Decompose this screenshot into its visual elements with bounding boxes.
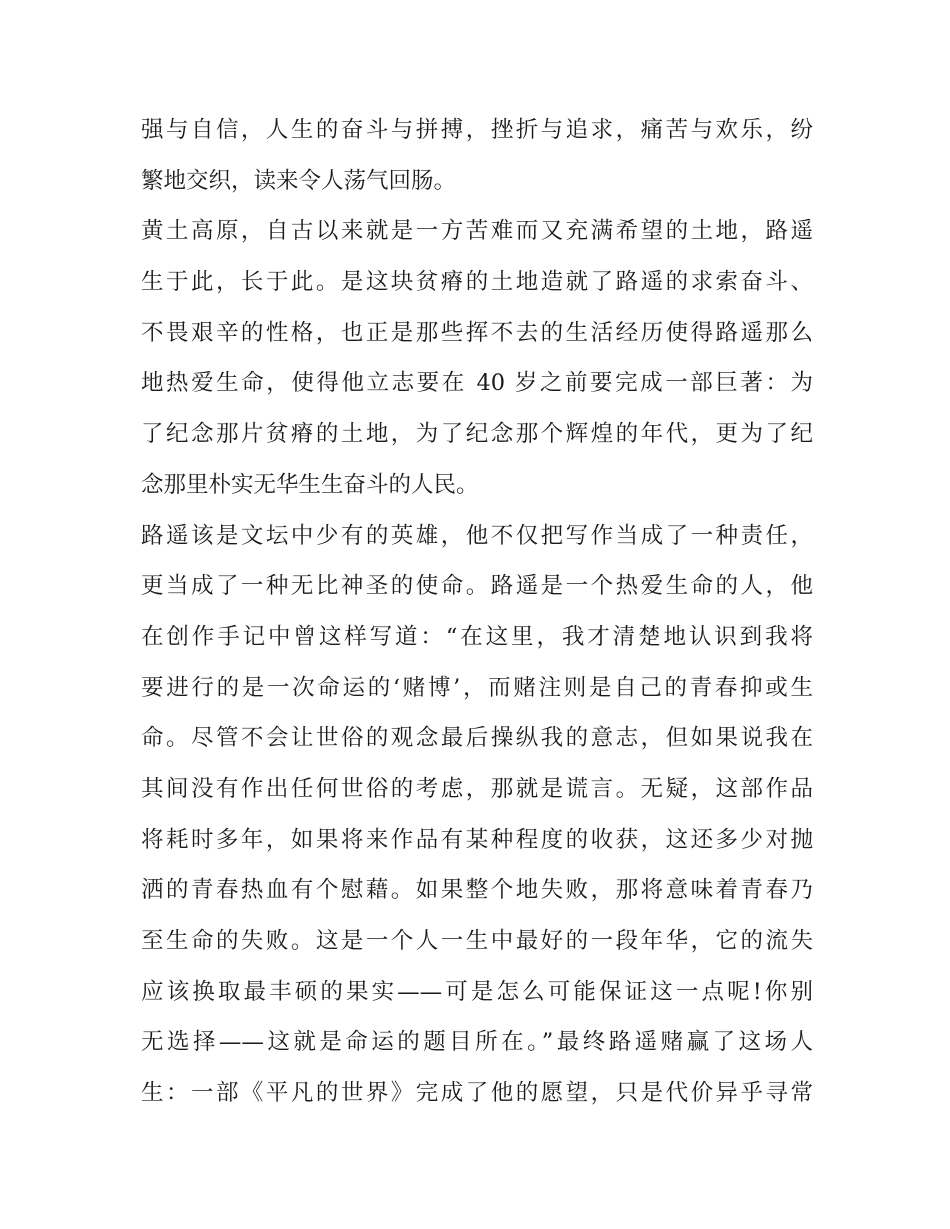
text-line: 其间没有作出任何世俗的考虑，那就是谎言。无疑，这部作品 <box>141 775 813 802</box>
text-line: 黄土高原，自古以来就是一方苦难而又充满希望的土地，路遥 <box>141 218 813 245</box>
text-line: 路遥该是文坛中少有的英雄，他不仅把写作当成了一种责任， <box>141 522 813 549</box>
text-line: 不畏艰辛的性格，也正是那些挥不去的生活经历使得路遥那么 <box>141 319 813 346</box>
text-line: 无选择——这就是命运的题目所在。”最终路遥赌赢了这场人 <box>141 1029 813 1056</box>
text-line: 要进行的是一次命运的‘赌博’，而赌注则是自己的青春抑或生 <box>141 674 813 701</box>
text-line: 了纪念那片贫瘠的土地，为了纪念那个辉煌的年代，更为了纪 <box>141 421 813 448</box>
text-line: 将耗时多年，如果将来作品有某种程度的收获，这还多少对抛 <box>141 826 813 853</box>
text-line: 至生命的失败。这是一个人一生中最好的一段年华，它的流失 <box>141 928 813 954</box>
body-text <box>141 105 813 1119</box>
text-line: 繁地交织，读来令人荡气回肠。 <box>141 167 457 194</box>
text-line: 地热爱生命，使得他立志要在 40 岁之前要完成一部巨著：为 <box>141 370 813 397</box>
text-line: 在创作手记中曾这样写道：“在这里，我才清楚地认识到我将 <box>141 623 813 650</box>
text-line: 应该换取最丰硕的果实——可是怎么可能保证这一点呢!你别 <box>141 978 813 1005</box>
text-line: 生：一部《平凡的世界》完成了他的愿望，只是代价异乎寻常 <box>141 1080 813 1107</box>
text-line: 更当成了一种无比神圣的使命。路遥是一个热爱生命的人，他 <box>141 573 813 600</box>
text-line: 强与自信，人生的奋斗与拼搏，挫折与追求，痛苦与欢乐，纷 <box>141 117 813 143</box>
text-line: 洒的青春热血有个慰藉。如果整个地失败，那将意味着青春乃 <box>141 877 813 904</box>
text-line: 念那里朴实无华生生奋斗的人民。 <box>141 471 479 498</box>
text-line: 命。尽管不会让世俗的观念最后操纵我的意志，但如果说我在 <box>141 725 813 752</box>
text-line: 生于此，长于此。是这块贫瘠的土地造就了路遥的求索奋斗、 <box>141 269 813 296</box>
